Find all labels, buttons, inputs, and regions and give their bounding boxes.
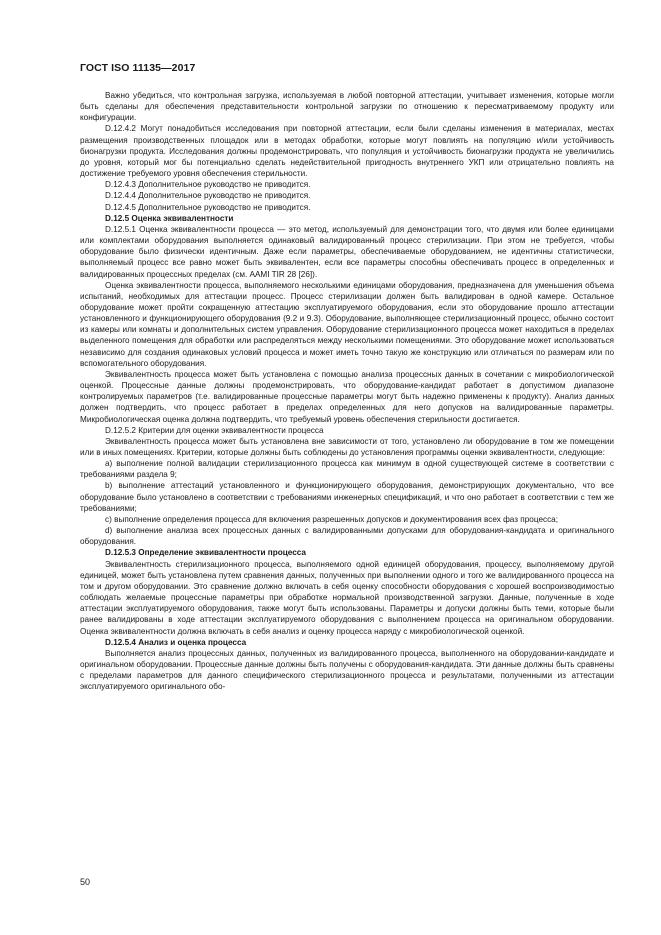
- paragraph: Оценка эквивалентности процесса, выполняемого несколькими единицами оборудования, предназначена для уменьшения объема испытаний, необходимых для аттестации процесс. Процесс стерилизации должен быть валидирован в одной камере. Остальное оборудование может пройти сокращенную аттестацию эксплуатируемого оборудования, если это оборудование прошло аттестации установленного и функционирующего оборудования (9.2 и 9.3). Оборудование, выполняющее стерилизационный процесс, обычно состоит из камеры или комнаты и дополнительных систем управления. Оборудование стерилизационного процесса может находиться в пределах выделенного помещения для обработки или распределяться между несколькими помещениями. Это оборудование может использоваться независимо для создания одинаковых условий процесса и может иметь точно такую же конструкцию или отличаться по размерам или по вспомогательного оборудования.: [80, 280, 614, 368]
- list-item: a) выполнение полной валидации стерилизационного процесса как минимум в одной существующей системе в соответствии с требованиями раздела 9;: [80, 459, 614, 480]
- paragraph: D.12.4.5 Дополнительное руководство не приводится.: [105, 202, 311, 212]
- section-heading: D.12.5 Оценка эквивалентности: [105, 213, 234, 223]
- paragraph: Эквивалентность стерилизационного процесса, выполняемого одной единицей оборудования, процессу, выполняемому другой единицей, может быть установлена путем сравнения данных, полученных при выполнении одного и того же валидированного процесса на том и другом оборудовании. Это сравнение должно включать в себя оценку способности оборудования с хорошей воспроизводимостью соблюдать желаемые процессные параметры при обработке нормальной производственной загрузки. Данные, полученные в ходе аттестации эксплуатируемого оборудования, также могут быть использованы. Параметры и допуски должны быть теми, которые были ранее валидированы в ходе аттестации эксплуатируемого оборудования с выполнением процесса на оригинальном оборудовании. Оценка эквивалентности должна включать в себя анализ и оценку процесса наряду с микробиологической оценкой.: [80, 559, 614, 636]
- page-number: 50: [80, 877, 91, 887]
- section-heading: D.12.5.3 Определение эквивалентности процесса: [105, 548, 306, 558]
- paragraph: Эквивалентность процесса может быть установлена с помощью анализа процессных данных в сочетании с микробиологической оценкой. Процессные данные должны продемонстрировать, что оборудование-кандидат работает в допустимом диапазоне контролируемых параметров (т.е. валидированные процессные параметры могут быть надежно применены к продукту). Анализ данных должен подтвердить, что процесс работает в пределах определенных для него допусков на валидированные параметры. Микробиологическая оценка должна подтвердить, что требуемый уровень обеспечения стерильности достигается.: [80, 369, 614, 424]
- list-item: b) выполнение аттестаций установленного и функционирующего оборудования, демонстрирующих документально, что все оборудование было установлено в соответствии с требованиями инженерных спецификаций, и что оно работает в соответствии с тем же требованиями;: [80, 481, 614, 513]
- paragraph: D.12.5.2 Критерии для оценки эквивалентности процесса: [105, 425, 324, 435]
- list-item: d) выполнение анализа всех процессных данных с валидированными допусками для оборудования-кандидата и оригинального оборудования.: [80, 526, 614, 547]
- paragraph: D.12.4.2 Могут понадобиться исследования при повторной аттестации, если были сделаны изменения в материалах, местах размещения производственных площадок или в методах обработки, которые могут повлиять на популяцию и/или устойчивость бионагрузки продукта. Исследования должны продемонстрировать, что популяция и устойчивость бионагрузки продукта не увеличились до уровня, который мог бы потенциально сделать недействительной пригодность внутреннего УКП или отрицательно повлиять на достижение требуемого уровня обеспечения стерильности.: [80, 124, 614, 179]
- list-item: c) выполнение определения процесса для включения разрешенных допусков и документирования всех фаз процесса;: [105, 514, 559, 524]
- section-heading: D.12.5.4 Анализ и оценка процесса: [105, 637, 247, 647]
- paragraph: D.12.4.3 Дополнительное руководство не приводится.: [105, 180, 311, 190]
- paragraph: Выполняется анализ процессных данных, полученных из валидированного процесса, выполненного на оборудовании-кандидате и оригинальном оборудовании. Процессные данные должны быть получены с оборудования-кандидата. Эти данные должны быть сравнены с пределами параметров для данного специфического стерилизационного процесса и результатами, полученными из аттестации эксплуатируемого оригинального обо-: [80, 648, 614, 692]
- paragraph: Важно убедиться, что контрольная загрузка, используемая в любой повторной аттестации, учитывает изменения, которые могли быть сделаны для обеспечения представительности контрольной загрузки по отношению к пересматриваемому продукту или конфигурации.: [80, 91, 614, 123]
- document-body: [80, 90, 614, 692]
- document-header: ГОСТ ISO 11135—2017: [80, 62, 196, 74]
- paragraph: D.12.4.4 Дополнительное руководство не приводится.: [105, 191, 311, 201]
- paragraph: Эквивалентность процесса может быть установлена вне зависимости от того, установлено ли оборудование в том же помещении или в иных помещениях. Критерии, которые должны быть соблюдены до установления программы оценки эквивалентности, следующие:: [80, 436, 614, 457]
- paragraph: D.12.5.1 Оценка эквивалентности процесса — это метод, используемый для демонстрации того, что двумя или более единицами или комплектами оборудования выполняется одинаковый валидированный процесс стерилизации. При этом не требуется, чтобы оборудование было физически идентичным. Даже если параметры, обеспечиваемые оборудованием, не идентичны статистически, выполняемый процесс все равно может быть эквивалентен, если все параметры способны обеспечивать процесс в определенных и валидированных процессных пределах (см. AAMI TIR 28 [26]).: [80, 224, 614, 279]
